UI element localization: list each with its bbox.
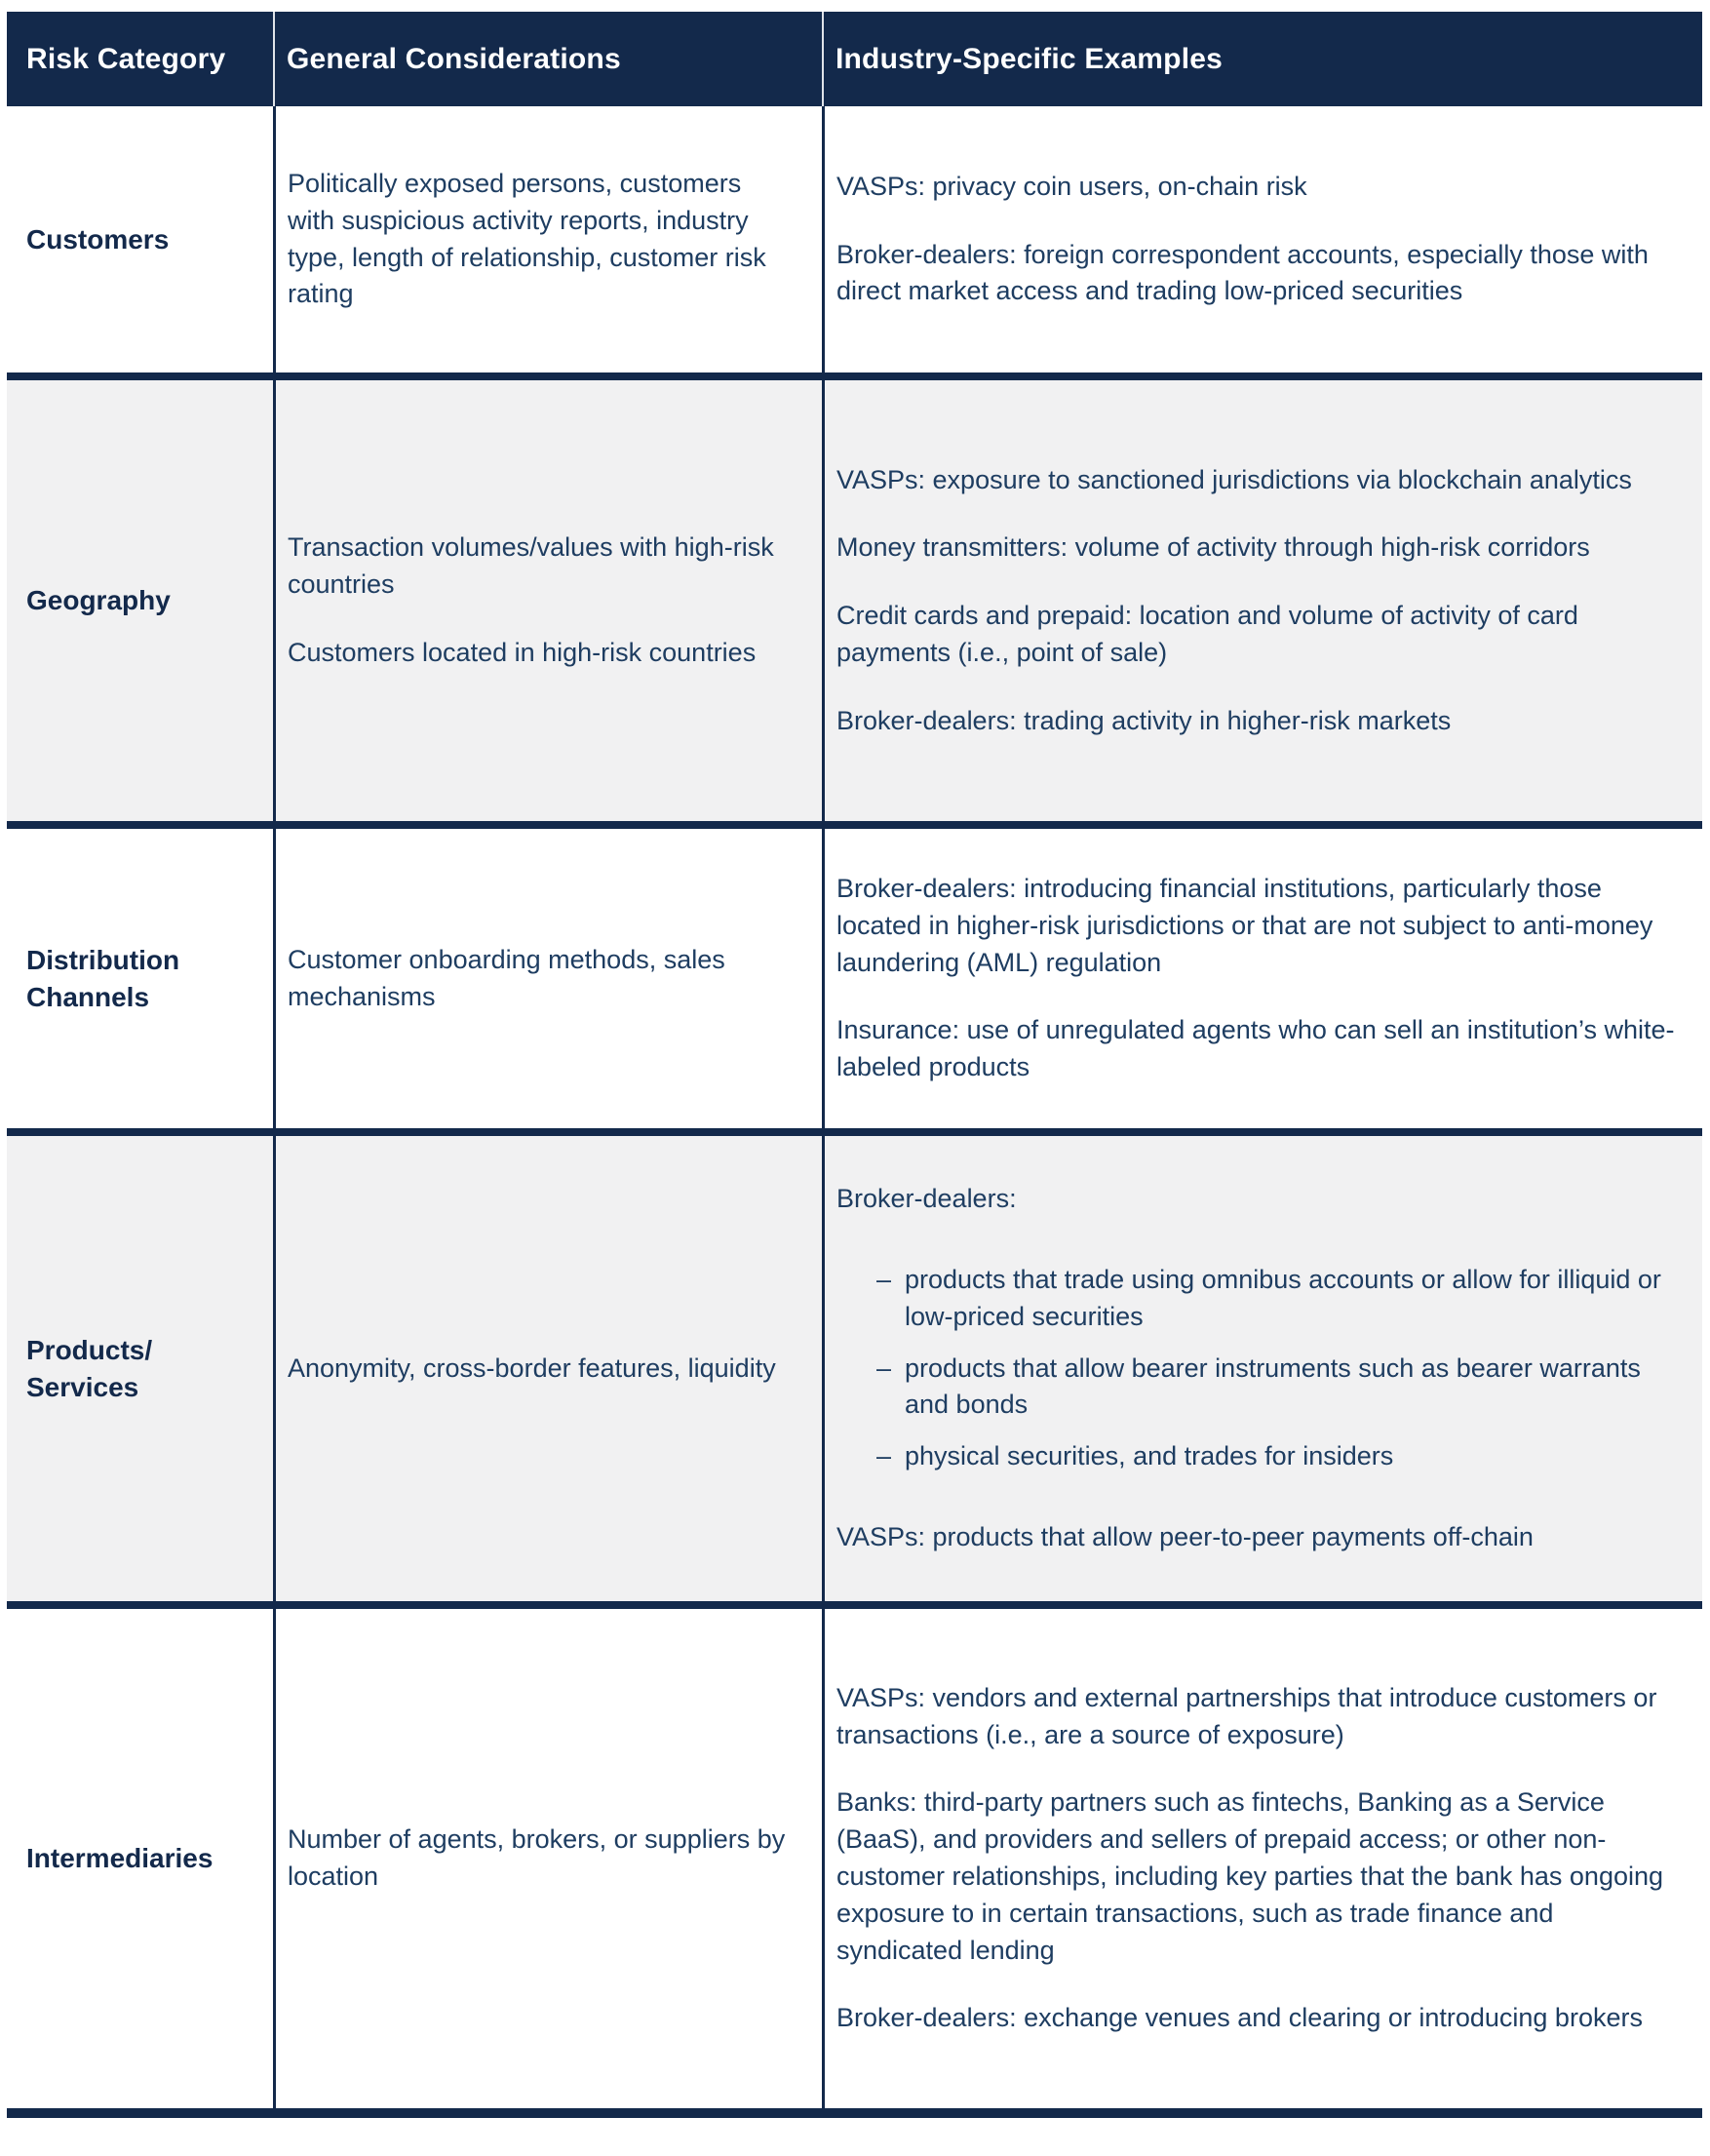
bullet-list bbox=[836, 1247, 1677, 1490]
example-paragraph: VASPs: privacy coin users, on-chain risk bbox=[836, 171, 1307, 201]
risk-category-cell bbox=[7, 1609, 273, 2108]
table-row bbox=[7, 1136, 1702, 1609]
consideration-paragraph: Customers located in high-risk countries bbox=[288, 637, 757, 667]
bullet-text: physical securities, and trades for insiders bbox=[905, 1441, 1394, 1471]
consideration-paragraph: Transaction volumes/values with high-risk countries bbox=[288, 532, 774, 600]
table-row bbox=[7, 380, 1702, 829]
risk-category-label: Customers bbox=[26, 223, 170, 255]
example-paragraph: Broker-dealers: exchange venues and clearing or introducing brokers bbox=[836, 2003, 1643, 2033]
industry-examples-cell bbox=[822, 1136, 1702, 1601]
risk-category-cell bbox=[7, 380, 273, 821]
bullet-item bbox=[836, 1262, 1677, 1336]
industry-examples-cell bbox=[822, 106, 1702, 372]
risk-category-cell bbox=[7, 1136, 273, 1601]
industry-examples-cell bbox=[822, 380, 1702, 821]
example-paragraph: VASPs: exposure to sanctioned jurisdictions via blockchain analytics bbox=[836, 464, 1632, 494]
table-bottom-border bbox=[7, 2108, 1702, 2118]
example-paragraph: Broker-dealers: trading activity in higher-risk markets bbox=[836, 705, 1452, 735]
example-paragraph: Broker-dealers: introducing financial institutions, particularly those located in higher-risk jurisdictions or that are not subject to anti-money laundering (AML) regulation bbox=[836, 874, 1653, 977]
risk-table-body bbox=[7, 106, 1702, 2108]
example-paragraph: Broker-dealers: bbox=[836, 1184, 1017, 1214]
dash-marker: – bbox=[876, 1441, 892, 1471]
general-considerations-cell bbox=[273, 829, 822, 1128]
risk-category-label: Intermediaries bbox=[26, 1843, 214, 1874]
general-considerations-cell bbox=[273, 1136, 822, 1601]
header-risk-category: Risk Category bbox=[26, 42, 226, 75]
dash-marker: – bbox=[876, 1265, 892, 1294]
bullet-text: products that allow bearer instruments such as bearer warrants and bonds bbox=[905, 1352, 1641, 1420]
header-general-considerations: General Considerations bbox=[273, 12, 822, 106]
general-considerations-cell bbox=[273, 380, 822, 821]
consideration-paragraph: Politically exposed persons, customers with suspicious activity reports, industry type, length of relationship, customer risk rating bbox=[288, 168, 766, 309]
header-industry-specific-examples: Industry-Specific Examples bbox=[822, 12, 1702, 106]
general-considerations-cell bbox=[273, 106, 822, 372]
bullet-item bbox=[836, 1438, 1677, 1475]
consideration-paragraph: Customer onboarding methods, sales mechanisms bbox=[288, 944, 725, 1011]
industry-examples-cell bbox=[822, 829, 1702, 1128]
example-paragraph: Credit cards and prepaid: location and volume of activity of card payments (i.e., point of sale) bbox=[836, 601, 1578, 667]
table-header-row bbox=[7, 12, 1702, 106]
risk-category-cell bbox=[7, 829, 273, 1128]
example-paragraph: Money transmitters: volume of activity through high-risk corridors bbox=[836, 532, 1590, 563]
risk-assessment-table bbox=[7, 12, 1702, 2108]
risk-category-label: Distribution Channels bbox=[26, 944, 180, 1012]
example-paragraph: Broker-dealers: foreign correspondent accounts, especially those with direct market access and trading low-priced securities bbox=[836, 239, 1649, 306]
table-row bbox=[7, 829, 1702, 1136]
dash-marker: – bbox=[876, 1352, 892, 1383]
risk-category-label: Products/ Services bbox=[26, 1334, 153, 1402]
bullet-text: products that trade using omnibus accounts or allow for illiquid or low-priced securities bbox=[905, 1265, 1661, 1331]
example-paragraph: VASPs: vendors and external partnerships that introduce customers or transactions (i.e., are a source of exposure) bbox=[836, 1682, 1657, 1749]
consideration-paragraph: Number of agents, brokers, or suppliers by location bbox=[288, 1824, 786, 1891]
bullet-item bbox=[836, 1351, 1677, 1425]
general-considerations-cell bbox=[273, 1609, 822, 2108]
industry-examples-cell bbox=[822, 1609, 1702, 2108]
example-paragraph: Insurance: use of unregulated agents who can sell an institution’s white-labeled products bbox=[836, 1015, 1675, 1082]
example-paragraph: Banks: third-party partners such as fintechs, Banking as a Service (BaaS), and providers and sellers of prepaid access; or other non-customer relationships, including key parties that the bank has ongoing exposure to in certain transactions, such as trade finance and syndicated lending bbox=[836, 1787, 1664, 1965]
consideration-paragraph: Anonymity, cross-border features, liquidity bbox=[288, 1352, 776, 1383]
table-row bbox=[7, 106, 1702, 380]
example-paragraph: VASPs: products that allow peer-to-peer payments off-chain bbox=[836, 1521, 1534, 1551]
risk-category-cell bbox=[7, 106, 273, 372]
table-row bbox=[7, 1609, 1702, 2108]
risk-category-label: Geography bbox=[26, 585, 171, 616]
